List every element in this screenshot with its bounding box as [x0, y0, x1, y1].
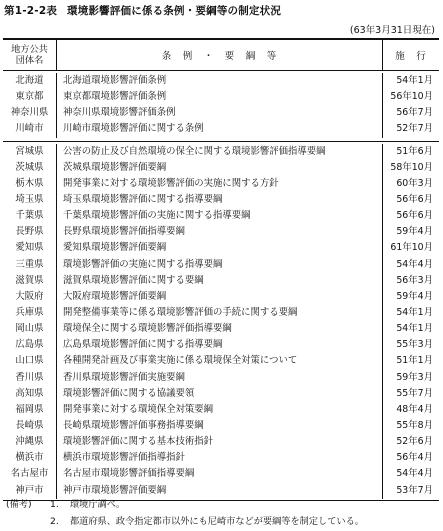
regulation-cell: 北海道環境影響評価条例 — [57, 73, 383, 89]
table-row — [3, 321, 439, 337]
date-cell: 54年1月 — [396, 323, 433, 335]
regulation-cell: 滋賀県環境影響評価に関する要綱 — [57, 273, 383, 289]
date-cell: 61年10月 — [390, 242, 433, 254]
regulation-cell: 開発事業に対する環境影響評価の実施に関する方針 — [57, 176, 383, 192]
date-cell: 59年4月 — [396, 290, 433, 302]
regulation-cell: 環境影響評価に関する協議要領 — [57, 386, 383, 402]
regulation-cell: 環境影響評価に関する基本技術指針 — [57, 434, 383, 450]
date-cell: 54年1月 — [396, 75, 433, 86]
regulation-cell: 環境保全に関する環境影響評価指導要綱 — [57, 321, 383, 337]
entity-cell: 栃木県 — [3, 176, 57, 192]
date-cell: 54年1月 — [396, 306, 433, 318]
date-cell: 51年6月 — [396, 145, 433, 157]
table-row — [3, 305, 439, 321]
table-row — [3, 121, 439, 137]
regulation-cell: 各種開発計画及び事業実施に係る環境保全対策について — [57, 353, 383, 369]
date-cell: 56年6月 — [396, 193, 433, 205]
entity-cell: 兵庫県 — [3, 305, 57, 321]
entity-cell: 川崎市 — [3, 121, 57, 137]
table-row — [3, 386, 439, 402]
entity-cell: 長崎県 — [3, 418, 57, 434]
notes — [6, 496, 364, 530]
table-header — [3, 40, 439, 71]
table-number: 第1-2-2表 — [4, 5, 58, 17]
regulation-cell: 広島県環境影響評価に関する指導要綱 — [57, 337, 383, 353]
header-entity-line1: 地方公共 — [11, 44, 48, 55]
date-cell: 56年10月 — [390, 91, 433, 103]
table-row — [3, 105, 439, 121]
regulation-cell: 名古屋市環境影響評価指導要綱 — [57, 466, 383, 482]
table-row — [3, 224, 439, 240]
entity-cell: 千葉県 — [3, 208, 57, 224]
table-row — [3, 89, 439, 105]
as-of-date: (63年3月31日現在) — [349, 25, 435, 36]
note-text: 都道府県、政令指定都市以外にも尼崎市などが要綱等を制定している。 — [70, 516, 364, 527]
table-row — [3, 208, 439, 224]
table-title-text: 環境影響評価に係る条例・要綱等の制定状況 — [67, 5, 282, 17]
table-row — [3, 337, 439, 353]
entity-cell: 沖縄県 — [3, 434, 57, 450]
regulation-cell: 開発事業に対する環境保全対策要綱 — [57, 402, 383, 418]
entity-cell: 愛知県 — [3, 240, 57, 256]
date-cell: 55年8月 — [396, 419, 433, 431]
table-row — [3, 402, 439, 418]
regulation-cell: 横浜市環境影響評価指導指針 — [57, 450, 383, 466]
regulation-cell: 神戸市環境影響評価要綱 — [57, 483, 383, 499]
date-cell: 53年7月 — [396, 484, 433, 496]
table-body — [3, 71, 439, 500]
entity-cell: 大阪府 — [3, 289, 57, 305]
table-row — [3, 289, 439, 305]
entity-cell: 宮城県 — [3, 144, 57, 160]
date-cell: 48年4月 — [396, 403, 433, 415]
table-row — [3, 370, 439, 386]
date-cell: 55年7月 — [396, 387, 433, 399]
note-line-2 — [6, 513, 364, 530]
regulation-cell: 神奈川県環境影響評価条例 — [57, 105, 383, 121]
table-row — [3, 257, 439, 273]
header-date: 施 行 — [395, 51, 427, 62]
table-row — [3, 73, 439, 89]
entity-cell: 北海道 — [3, 73, 57, 89]
table-row — [3, 466, 439, 482]
regulation-cell: 開発整備事業等に係る環境影響評価の手続に関する要綱 — [57, 305, 383, 321]
table-row — [3, 434, 439, 450]
header-regulation: 条 例 ・ 要 綱 等 — [57, 40, 383, 70]
entity-cell: 香川県 — [3, 370, 57, 386]
regulation-cell: 大阪府環境影響評価要綱 — [57, 289, 383, 305]
entity-cell: 広島県 — [3, 337, 57, 353]
date-cell: 56年3月 — [396, 274, 433, 286]
table-title — [4, 3, 281, 18]
table-row — [3, 160, 439, 176]
date-cell: 60年3月 — [396, 177, 433, 189]
regulation-cell: 公害の防止及び自然環境の保全に関する環境影響評価指導要綱 — [57, 144, 383, 160]
regulation-cell: 環境影響評価の実施に関する指導要綱 — [57, 257, 383, 273]
date-cell: 55年3月 — [396, 339, 433, 351]
date-cell: 56年4月 — [396, 452, 433, 464]
date-cell: 54年4月 — [396, 468, 433, 480]
row-group — [3, 142, 439, 500]
row-group — [3, 71, 439, 142]
date-cell: 59年4月 — [396, 226, 433, 238]
date-cell: 52年6月 — [396, 436, 433, 448]
table-row — [3, 450, 439, 466]
date-cell: 54年4月 — [396, 258, 433, 270]
entity-cell: 長野県 — [3, 224, 57, 240]
table-row — [3, 192, 439, 208]
note-line-1 — [6, 496, 364, 513]
regulation-cell: 埼玉県環境影響評価に関する指導要綱 — [57, 192, 383, 208]
table-row — [3, 176, 439, 192]
date-cell: 58年10月 — [390, 161, 433, 173]
regulation-cell: 東京都環境影響評価条例 — [57, 89, 383, 105]
entity-cell: 岡山県 — [3, 321, 57, 337]
notes-label: (備考) — [6, 499, 32, 510]
table-row — [3, 240, 439, 256]
date-cell: 59年3月 — [396, 371, 433, 383]
date-cell: 56年6月 — [396, 210, 433, 222]
note-number: 2. — [50, 516, 59, 527]
table-row — [3, 353, 439, 369]
regulation-cell: 長野県環境影響評価指導要綱 — [57, 224, 383, 240]
note-number: 1. — [50, 499, 59, 510]
regulation-cell: 川崎市環境影響評価に関する条例 — [57, 121, 383, 137]
entity-cell: 名古屋市 — [3, 466, 57, 482]
entity-cell: 埼玉県 — [3, 192, 57, 208]
regulation-cell: 香川県環境影響評価実施要綱 — [57, 370, 383, 386]
regulation-cell: 愛知県環境影響評価要綱 — [57, 240, 383, 256]
note-text: 環境庁調べ。 — [70, 499, 126, 510]
entity-cell: 福岡県 — [3, 402, 57, 418]
header-entity — [3, 40, 57, 70]
table-row — [3, 418, 439, 434]
date-cell: 51年1月 — [396, 355, 433, 367]
date-cell: 52年7月 — [396, 123, 433, 135]
regulation-cell: 茨城県環境影響評価要綱 — [57, 160, 383, 176]
header-entity-line2: 団体名 — [15, 55, 44, 66]
entity-cell: 神戸市 — [3, 483, 57, 499]
entity-cell: 東京都 — [3, 89, 57, 105]
entity-cell: 高知県 — [3, 386, 57, 402]
table-row — [3, 273, 439, 289]
entity-cell: 横浜市 — [3, 450, 57, 466]
regulation-cell: 長崎県環境影響評価事務指導要綱 — [57, 418, 383, 434]
entity-cell: 茨城県 — [3, 160, 57, 176]
regulation-table — [3, 38, 439, 501]
entity-cell: 神奈川県 — [3, 105, 57, 121]
date-cell: 56年7月 — [396, 107, 433, 119]
entity-cell: 山口県 — [3, 353, 57, 369]
regulation-cell: 千葉県環境影響評価の実施に関する指導要綱 — [57, 208, 383, 224]
entity-cell: 三重県 — [3, 257, 57, 273]
entity-cell: 滋賀県 — [3, 273, 57, 289]
table-row — [3, 144, 439, 160]
